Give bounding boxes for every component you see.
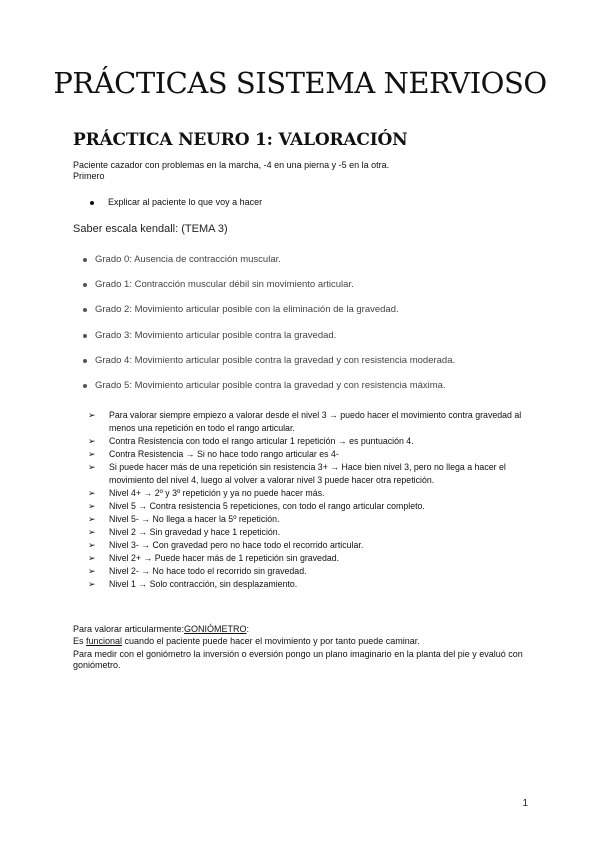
intro-line: Paciente cazador con problemas en la marcha, -4 en una pierna y -5 en la otra. bbox=[73, 160, 390, 170]
arrow-text: Si puede hacer más de una repetición sin resistencia 3+ → Hace bien nivel 3, pero no llega a hacer el movimiento del nivel 4, luego al volver a valorar nivel 3 puede hacer otra repetición. bbox=[109, 462, 506, 485]
arrow-item bbox=[88, 448, 528, 461]
grade-item bbox=[80, 351, 455, 376]
bullet-dot-icon bbox=[83, 359, 87, 363]
arrow-text: Nivel 5- → No llega a hacer la 5º repetición. bbox=[109, 514, 280, 524]
arrow-text: Nivel 1 → Solo contracción, sin desplazamiento. bbox=[109, 579, 298, 589]
arrow-item bbox=[88, 409, 528, 435]
arrowhead-icon: ➢ bbox=[88, 462, 96, 472]
arrowhead-icon: ➢ bbox=[88, 579, 96, 589]
arrow-item bbox=[88, 435, 528, 448]
arrowhead-icon: ➢ bbox=[88, 436, 96, 446]
arrow-text: Para valorar siempre empiezo a valorar desde el nivel 3 → puedo hacer el movimiento contra gravedad al menos una repetición en todo el rango articular. bbox=[109, 410, 522, 433]
arrow-text: Nivel 5 → Contra resistencia 5 repeticiones, con todo el rango articular completo. bbox=[109, 501, 425, 511]
arrow-list bbox=[88, 409, 528, 591]
arrowhead-icon: ➢ bbox=[88, 553, 96, 563]
arrow-item bbox=[88, 461, 528, 487]
bullet-text: Explicar al paciente lo que voy a hacer bbox=[108, 197, 263, 207]
arrow-item bbox=[88, 487, 528, 500]
grade-text: Grado 3: Movimiento articular posible contra la gravedad. bbox=[95, 329, 337, 341]
gonio-prefix: Para valorar articularmente: bbox=[73, 624, 185, 634]
arrow-text: Nivel 2 → Sin gravedad y hace 1 repetición. bbox=[109, 527, 281, 537]
arrowhead-icon: ➢ bbox=[88, 488, 96, 498]
arrow-text: Nivel 4+ → 2º y 3º repetición y ya no puede hacer más. bbox=[109, 488, 325, 498]
measure-paragraph: Para medir con el goniómetro la inversión o eversión pongo un plano imaginario en la planta del pie y evaluó con goniómetro. bbox=[73, 649, 523, 670]
bullet-item bbox=[90, 197, 262, 207]
arrowhead-icon: ➢ bbox=[88, 540, 96, 550]
arrow-item bbox=[88, 565, 528, 578]
page-title: PRÁCTICAS SISTEMA NERVIOSO bbox=[53, 66, 547, 100]
arrow-item bbox=[88, 526, 528, 539]
grade-text: Grado 1: Contracción muscular débil sin movimiento articular. bbox=[95, 279, 354, 291]
arrowhead-icon: ➢ bbox=[88, 527, 96, 537]
grade-text: Grado 4: Movimiento articular posible contra la gravedad y con resistencia moderada. bbox=[95, 354, 456, 366]
kendall-heading: Saber escala kendall: (TEMA 3) bbox=[73, 223, 228, 235]
arrow-item bbox=[88, 539, 528, 552]
arrow-text: Contra Resistencia → Si no hace todo rango articular es 4- bbox=[109, 449, 339, 459]
grade-item bbox=[80, 250, 455, 275]
arrow-text: Contra Resistencia con todo el rango articular 1 repetición → es puntuación 4. bbox=[109, 436, 414, 446]
arrow-text: Nivel 3- → Con gravedad pero no hace todo el recorrido articular. bbox=[109, 540, 364, 550]
grade-item bbox=[80, 300, 455, 325]
grade-item bbox=[80, 326, 455, 351]
bullet-dot-icon bbox=[83, 334, 87, 338]
func-word: funcional bbox=[86, 636, 123, 646]
func-prefix: Es bbox=[73, 636, 87, 646]
grade-text: Grado 5: Movimiento articular posible contra la gravedad y con resistencia máxima. bbox=[95, 379, 446, 391]
grade-text: Grado 2: Movimiento articular posible con la eliminación de la gravedad. bbox=[95, 304, 399, 316]
bullet-dot-icon bbox=[83, 258, 87, 262]
grade-item bbox=[80, 376, 455, 401]
grade-text: Grado 0: Ausencia de contracción muscular. bbox=[95, 254, 281, 265]
section-title: PRÁCTICA NEURO 1: VALORACIÓN bbox=[73, 130, 408, 150]
arrow-item bbox=[88, 513, 528, 526]
arrow-text: Nivel 2- → No hace todo el recorrido sin gravedad. bbox=[109, 566, 307, 576]
gonio-word: GONIÓMETRO bbox=[184, 624, 247, 634]
arrowhead-icon: ➢ bbox=[88, 566, 96, 576]
arrow-item bbox=[88, 552, 528, 565]
arrowhead-icon: ➢ bbox=[88, 501, 96, 511]
bullet-dot-icon bbox=[83, 283, 87, 287]
page-number: 1 bbox=[522, 798, 528, 809]
arrow-text: Nivel 2+ → Puede hacer más de 1 repetición sin gravedad. bbox=[109, 553, 340, 563]
bullet-dot-icon bbox=[83, 384, 87, 388]
arrowhead-icon: ➢ bbox=[88, 514, 96, 524]
bullet-dot-icon bbox=[90, 201, 94, 205]
arrow-item bbox=[88, 578, 528, 591]
funcional-line bbox=[73, 636, 420, 647]
gonio-suffix: : bbox=[246, 624, 250, 634]
grades-list bbox=[80, 250, 455, 401]
arrow-item bbox=[88, 500, 528, 513]
arrowhead-icon: ➢ bbox=[88, 410, 96, 420]
func-suffix: cuando el paciente puede hacer el movimiento y por tanto puede caminar. bbox=[122, 636, 420, 646]
arrowhead-icon: ➢ bbox=[88, 449, 96, 459]
intro-first: Primero bbox=[73, 171, 105, 181]
grade-item bbox=[80, 275, 455, 300]
bullet-dot-icon bbox=[83, 308, 87, 312]
gonio-line bbox=[73, 624, 249, 635]
